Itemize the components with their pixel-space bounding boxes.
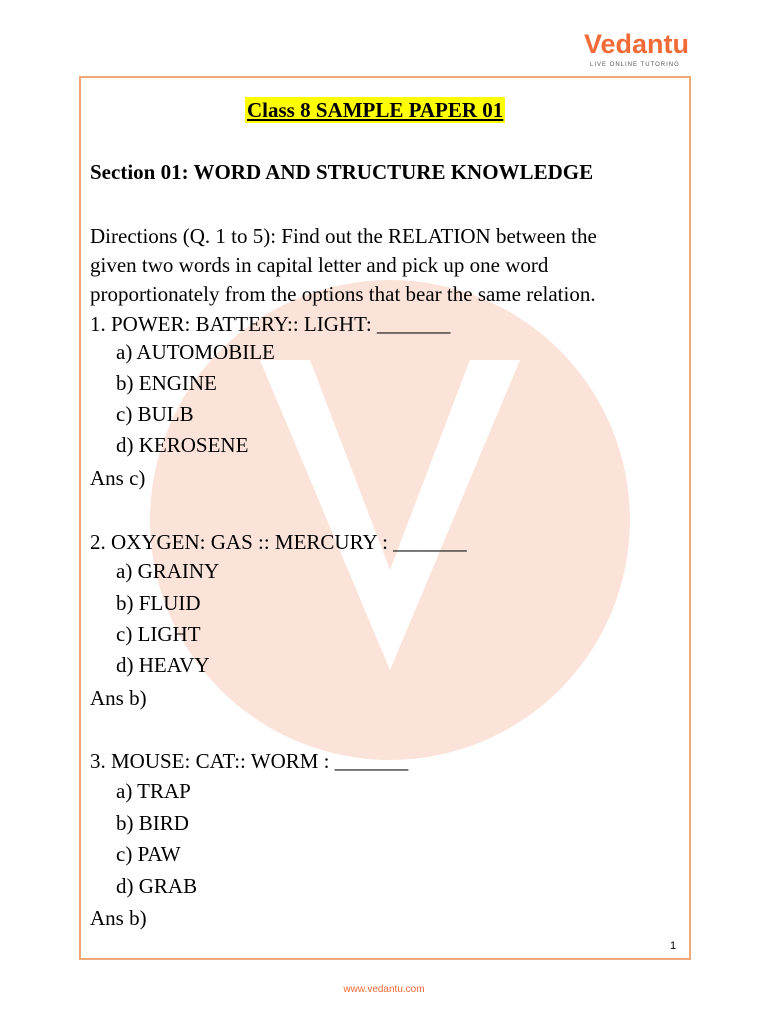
q2-answer: Ans b) — [90, 686, 147, 710]
q3-option-c: c) PAW — [116, 842, 181, 866]
question-3: 3. MOUSE: CAT:: WORM : _______ — [90, 749, 409, 773]
q2-option-a: a) GRAINY — [116, 559, 220, 583]
q3-option-b: b) BIRD — [116, 811, 189, 835]
q1-option-d: d) KEROSENE — [116, 433, 249, 457]
q2-option-b: b) FLUID — [116, 591, 201, 615]
q1-answer: Ans c) — [90, 466, 146, 490]
q3-option-d: d) GRAB — [116, 874, 198, 898]
footer-url-link[interactable]: www.vedantu.com — [343, 984, 425, 995]
logo-tagline: LIVE ONLINE TUTORING — [590, 62, 680, 68]
q1-option-c: c) BULB — [116, 402, 194, 426]
section-heading: Section 01: WORD AND STRUCTURE KNOWLEDGE — [90, 160, 594, 184]
q3-option-a: a) TRAP — [116, 779, 191, 803]
directions-line: Directions (Q. 1 to 5): Find out the RELATION between the — [90, 224, 597, 248]
directions — [90, 222, 650, 309]
q3-answer: Ans b) — [90, 906, 147, 930]
q2-option-c: c) LIGHT — [116, 622, 201, 646]
page-title: Class 8 SAMPLE PAPER 01 — [247, 98, 504, 122]
q1-option-a: a) AUTOMOBILE — [116, 340, 275, 364]
directions-line: given two words in capital letter and pick up one word — [90, 253, 549, 277]
q2-option-d: d) HEAVY — [116, 653, 210, 677]
logo-text: Vedantu — [584, 29, 690, 59]
page-number: 1 — [670, 940, 677, 952]
question-1: 1. POWER: BATTERY:: LIGHT: _______ — [90, 312, 451, 336]
directions-line: proportionately from the options that bear the same relation. — [90, 282, 596, 306]
vedantu-logo — [584, 28, 724, 68]
question-2: 2. OXYGEN: GAS :: MERCURY : _______ — [90, 530, 467, 554]
q1-option-b: b) ENGINE — [116, 371, 217, 395]
